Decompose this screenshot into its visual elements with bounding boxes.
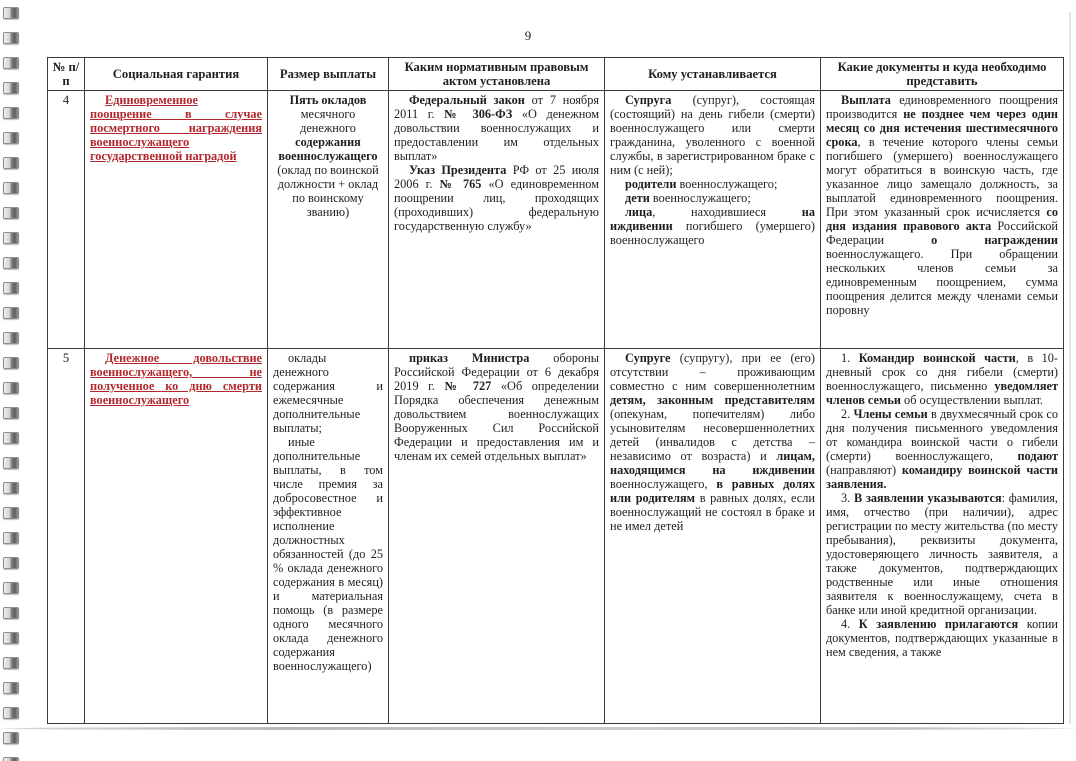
page-edge-shadow [0, 727, 1076, 730]
paragraph: Выплата единовременного поощрения производится не позднее чем через один месяц со дня истечения шестимесячного срока, в течение которого члены семьи погибшего (умершего) военнослужащего могут обратиться в воинскую часть, где указанное лицо замещало должность, за выплатой единовременного поощрения. При этом указанный срок исчисляется со дня издания правового акта Российской Федерации о награждении военнослужащего. При обращении нескольких членов семьи за единовременным поощрением, сумма поощрения делится между членами семьи поровну [826, 93, 1058, 317]
column-header-recipients: Кому устанавливается [605, 58, 821, 91]
spiral-binding [3, 7, 19, 761]
spiral-ring-icon [3, 357, 19, 369]
spiral-ring-icon [3, 707, 19, 719]
paragraph: Супруга (супруг), состоящая (состоящий) на день гибели (смерти) военнослужащего или смерти гражданина, уволенного с военной службы, в зарегистрированном браке с ним (с ней); [610, 93, 815, 177]
spiral-ring-icon [3, 657, 19, 669]
paragraph: Пять окладов месячного денежного содержания военнослужащего (оклад по воинской должности + оклад по воинскому званию) [277, 93, 379, 219]
paragraph: Единовременное поощрение в случае посмертного награждения военнослужащего государственной наградой [90, 93, 262, 163]
spiral-ring-icon [3, 182, 19, 194]
spiral-ring-icon [3, 157, 19, 169]
cell-guarantee [85, 91, 268, 349]
cell-act [389, 349, 605, 724]
table-row [48, 349, 1064, 724]
paragraph: приказ Министра обороны Российской Федерации от 6 декабря 2019 г. № 727 «Об определении Порядка обеспечения денежным довольствием военнослужащих Вооруженных Сил Российской Федерации и предоставления им и членам их семей отдельных выплат» [394, 351, 599, 463]
cell-recipients [605, 91, 821, 349]
paragraph: иные дополнительные выплаты, в том числе премия за добросовестное и эффективное исполнение должностных обязанностей (до 25 % оклада денежного содержания в месяц) и материальная помощь (в размере одного месячного оклада денежного содержания военнослужащего) [273, 435, 383, 673]
cell-amount [268, 91, 389, 349]
table-header [48, 58, 1064, 91]
spiral-ring-icon [3, 57, 19, 69]
paragraph: 4. К заявлению прилагаются копии документов, подтверждающих указанные в нем сведения, а также [826, 617, 1058, 659]
spiral-ring-icon [3, 457, 19, 469]
spiral-ring-icon [3, 107, 19, 119]
paragraph: 2. Члены семьи в двухмесячный срок со дня получения письменного уведомления от командира воинской части о гибели (смерти) военнослужащего, подают (направляют) командиру воинской части заявления. [826, 407, 1058, 491]
column-header-guarantee: Социальная гарантия [85, 58, 268, 91]
spiral-ring-icon [3, 607, 19, 619]
spiral-ring-icon [3, 332, 19, 344]
spiral-ring-icon [3, 732, 19, 744]
cell-documents [821, 91, 1064, 349]
paragraph: оклады денежного содержания и ежемесячные дополнительные выплаты; [273, 351, 383, 435]
paragraph: Федеральный закон от 7 ноября 2011 г. № 306-ФЗ «О денежном довольствии военнослужащих и предоставлении им отдельных выплат» [394, 93, 599, 163]
spiral-ring-icon [3, 132, 19, 144]
paragraph: Указ Президента РФ от 25 июля 2006 г. № 765 «О единовременном поощрении лиц, проходящих (проходивших) федеральную государственную службу» [394, 163, 599, 233]
spiral-ring-icon [3, 507, 19, 519]
paragraph: лица, находившиеся на иждивении погибшего (умершего) военнослужащего [610, 205, 815, 247]
paragraph: родители военнослужащего; [625, 177, 778, 191]
paragraph: Супруге (супругу), при ее (его) отсутствии – проживающим совместно с ним совершеннолетним детям, законным представителям (опекунам, попечителям) либо усыновителям несовершеннолетних детей (инвалидов с детства – независимо от возраста) и лицам, находящимся на иждивении военнослужащего, в равных долях или родителям в равных долях, если военнослужащий не состоял в браке и не имел детей [610, 351, 815, 533]
cell-guarantee [85, 349, 268, 724]
cell-num: 4 [48, 91, 85, 349]
spiral-ring-icon [3, 82, 19, 94]
paragraph: 3. В заявлении указываются: фамилия, имя, отчество (при наличии), адрес регистрации по месту жительства (по месту пребывания), реквизиты документа, удостоверяющего личность заявителя, а также документов, подтверждающих родственные или иные отношения заявителя к военнослужащему, счета в банке или иной кредитной организации. [826, 491, 1058, 617]
cell-documents [821, 349, 1064, 724]
spiral-ring-icon [3, 532, 19, 544]
paragraph: Денежное довольствие военнослужащего, не полученное ко дню смерти военнослужащего [90, 351, 262, 407]
table-row [48, 91, 1064, 349]
cell-recipients [605, 349, 821, 724]
spiral-ring-icon [3, 757, 19, 761]
page-number: 9 [524, 28, 532, 43]
cell-amount [268, 349, 389, 724]
paragraph: дети военнослужащего; [625, 191, 751, 205]
spiral-ring-icon [3, 432, 19, 444]
spiral-ring-icon [3, 7, 19, 19]
column-header-act: Каким нормативным правовым актом установлена [389, 58, 605, 91]
spiral-ring-icon [3, 482, 19, 494]
column-header-amount: Размер выплаты [268, 58, 389, 91]
spiral-ring-icon [3, 382, 19, 394]
spiral-ring-icon [3, 307, 19, 319]
column-header-documents: Какие документы и куда необходимо представить [821, 58, 1064, 91]
paragraph: 1. Командир воинской части, в 10-дневный срок со дня гибели (смерти) военнослужащего, письменно уведомляет членов семьи об осуществлении выплат. [826, 351, 1058, 407]
column-header-num: № п/п [48, 58, 85, 91]
guarantees-table [47, 57, 1064, 724]
spiral-ring-icon [3, 632, 19, 644]
spiral-ring-icon [3, 207, 19, 219]
spiral-ring-icon [3, 557, 19, 569]
spiral-ring-icon [3, 682, 19, 694]
header-row [48, 58, 1064, 91]
spiral-ring-icon [3, 582, 19, 594]
spiral-ring-icon [3, 232, 19, 244]
page-right-edge [1069, 12, 1071, 724]
spiral-ring-icon [3, 257, 19, 269]
cell-act [389, 91, 605, 349]
cell-num: 5 [48, 349, 85, 724]
spiral-ring-icon [3, 407, 19, 419]
spiral-ring-icon [3, 282, 19, 294]
